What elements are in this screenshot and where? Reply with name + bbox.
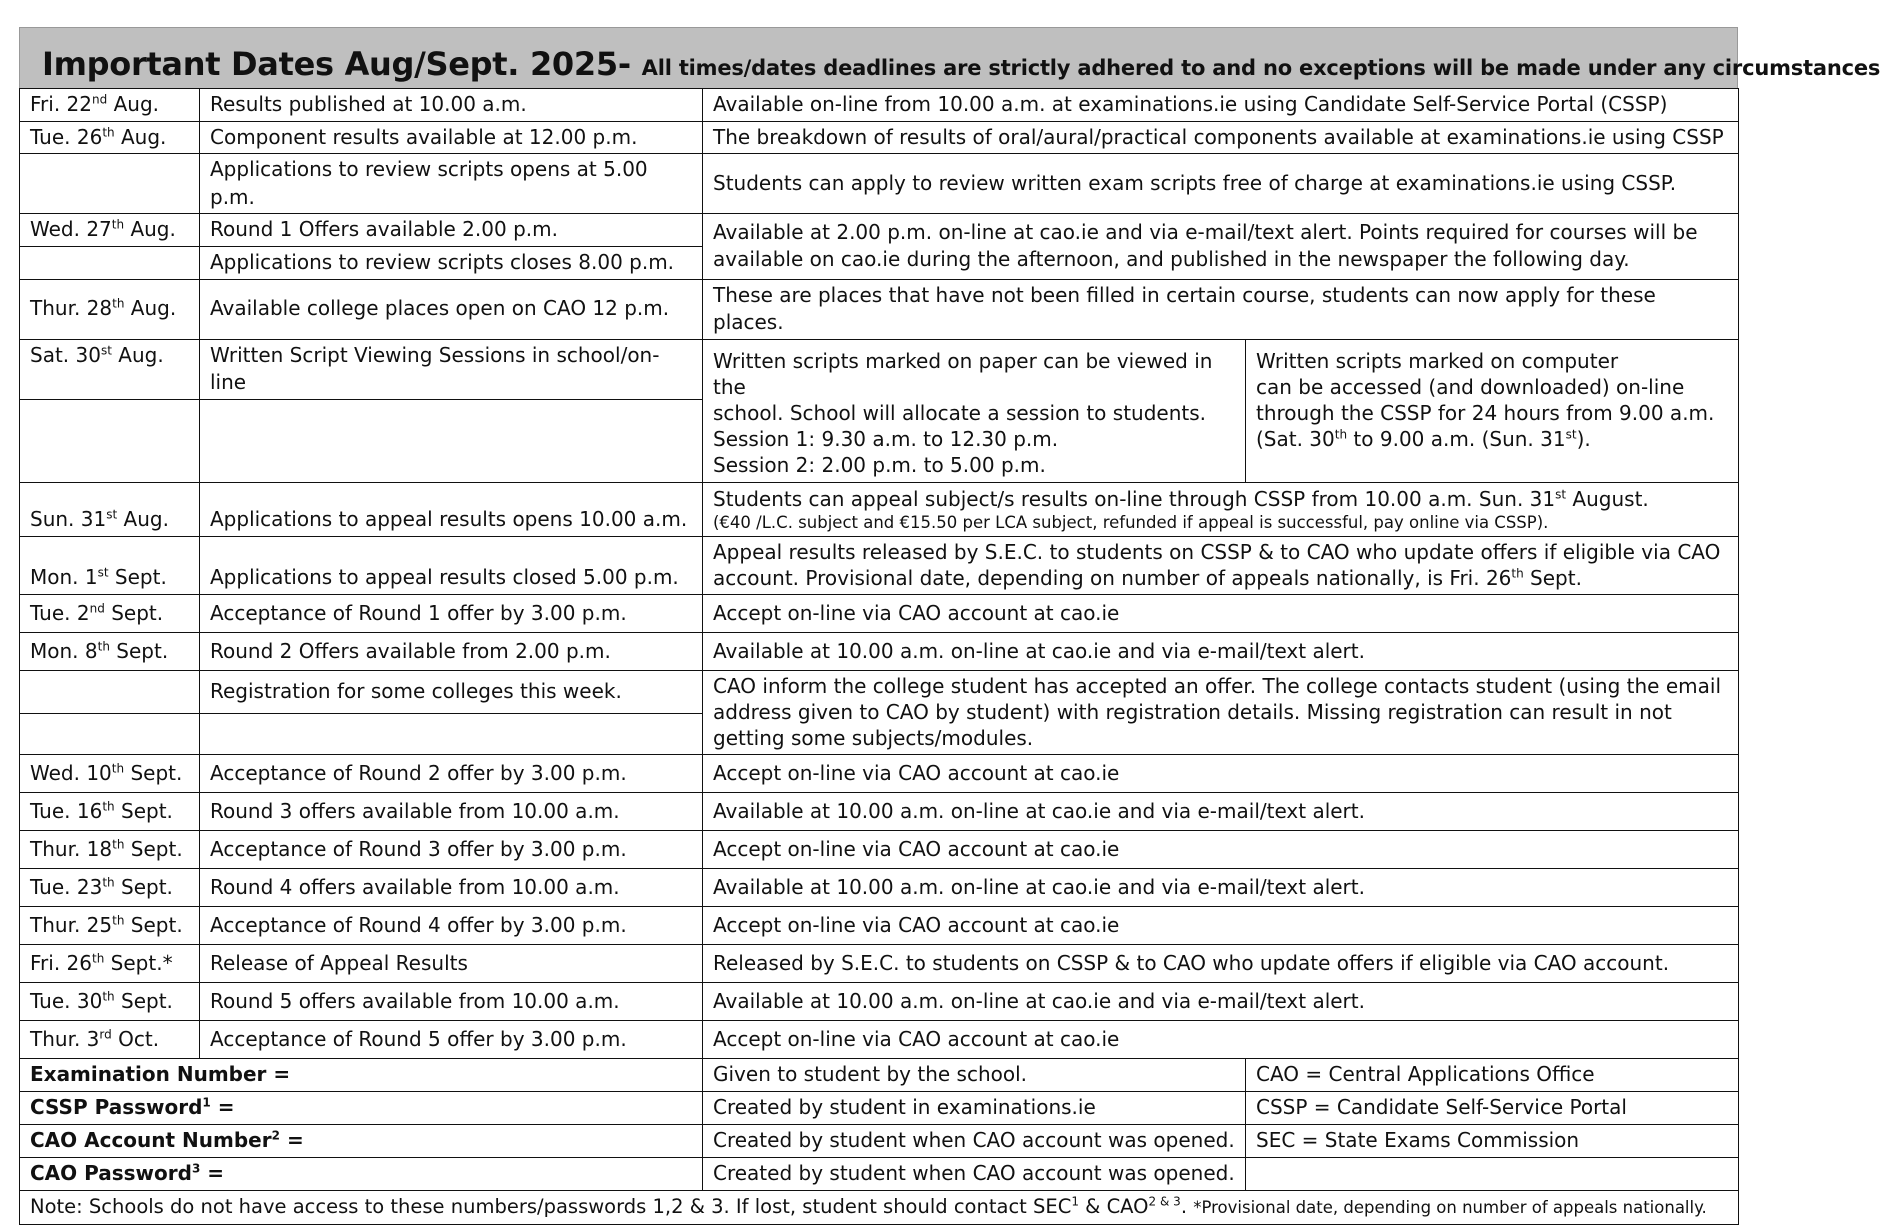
credential-source: Created by student when CAO account was opened. — [703, 1157, 1246, 1190]
detail-cell: Available at 10.00 a.m. on-line at cao.ie and via e-mail/text alert. — [703, 982, 1739, 1020]
abbreviation — [1246, 1157, 1739, 1190]
credential-row — [20, 1157, 1739, 1190]
table-row — [20, 868, 1739, 906]
fee-note: (€40 /L.C. subject and €15.50 per LCA subject, refunded if appeal is successful, pay online via CSSP). — [713, 512, 1549, 532]
event-cell: Round 3 offers available from 10.00 a.m. — [200, 792, 703, 830]
date-cell: Tue. 2nd Sept. — [20, 594, 200, 632]
credential-source: Created by student in examinations.ie — [703, 1091, 1246, 1124]
detail-cell: Accept on-line via CAO account at cao.ie — [703, 906, 1739, 944]
date-cell — [20, 399, 200, 482]
detail-cell: Students can apply to review written exam scripts free of charge at examinations.ie using CSSP. — [703, 154, 1739, 214]
event-cell: Registration for some colleges this week. — [200, 670, 703, 713]
event-cell: Release of Appeal Results — [200, 944, 703, 982]
event-cell: Available college places open on CAO 12 p.m. — [200, 279, 703, 339]
detail-cell: Appeal results released by S.E.C. to students on CSSP & to CAO who update offers if eligible via CAO account. Provisional date, depending on number of appeals nationally, is Fri. 26th Sept. — [703, 536, 1739, 594]
event-cell: Round 4 offers available from 10.00 a.m. — [200, 868, 703, 906]
credential-label: CSSP Password$^1$ = — [20, 1091, 703, 1124]
event-cell: Acceptance of Round 4 offer by 3.00 p.m. — [200, 906, 703, 944]
credential-label: Examination Number = — [20, 1058, 703, 1091]
detail-cell: Accept on-line via CAO account at cao.ie — [703, 754, 1739, 792]
event-cell: Round 5 offers available from 10.00 a.m. — [200, 982, 703, 1020]
detail-cell: Available at 10.00 a.m. on-line at cao.ie and via e-mail/text alert. — [703, 868, 1739, 906]
title-main: Important Dates Aug/Sept. 2025- — [42, 45, 631, 83]
date-cell: Sun. 31st Aug. — [20, 482, 200, 536]
abbreviation: CAO = Central Applications Office — [1246, 1058, 1739, 1091]
paper-line: Session 2: 2.00 p.m. to 5.00 p.m. — [713, 452, 1046, 477]
credential-label: CAO Password$^3$ = — [20, 1157, 703, 1190]
credential-row — [20, 1058, 1739, 1091]
table-row — [20, 944, 1739, 982]
date-cell — [20, 246, 200, 279]
date-cell: Wed. 27th Aug. — [20, 214, 200, 247]
computer-scripts-cell — [1246, 339, 1739, 482]
date-cell — [20, 670, 200, 713]
detail-cell: Available at 10.00 a.m. on-line at cao.ie and via e-mail/text alert. — [703, 632, 1739, 670]
important-dates-sheet — [19, 27, 1880, 1225]
table-row — [20, 792, 1739, 830]
detail-cell: Accept on-line via CAO account at cao.ie — [703, 830, 1739, 868]
title-banner — [19, 27, 1880, 88]
table-row — [20, 906, 1739, 944]
date-cell: Tue. 23th Sept. — [20, 868, 200, 906]
detail-cell: These are places that have not been filled in certain course, students can now apply for these places. — [703, 279, 1739, 339]
event-cell: Acceptance of Round 1 offer by 3.00 p.m. — [200, 594, 703, 632]
computer-line: can be accessed (and downloaded) on-line — [1256, 374, 1685, 399]
event-cell: Applications to appeal results opens 10.00 a.m. — [200, 482, 703, 536]
abbreviation: SEC = State Exams Commission — [1246, 1124, 1739, 1157]
detail-cell: Accept on-line via CAO account at cao.ie — [703, 1020, 1739, 1058]
table-row — [20, 536, 1739, 594]
date-cell: Tue. 16th Sept. — [20, 792, 200, 830]
detail-cell: Available at 10.00 a.m. on-line at cao.ie and via e-mail/text alert. — [703, 792, 1739, 830]
detail-cell: Released by S.E.C. to students on CSSP & to CAO who update offers if eligible via CAO account. — [703, 944, 1739, 982]
paper-line: Written scripts marked on paper can be viewed in the — [713, 348, 1213, 399]
event-cell: Round 2 Offers available from 2.00 p.m. — [200, 632, 703, 670]
table-row — [20, 754, 1739, 792]
event-cell — [200, 399, 703, 482]
event-cell: Acceptance of Round 2 offer by 3.00 p.m. — [200, 754, 703, 792]
date-cell — [20, 154, 200, 214]
dates-table — [19, 88, 1739, 1225]
date-cell: Fri. 26th Sept.* — [20, 944, 200, 982]
credential-row — [20, 1124, 1739, 1157]
credential-label: CAO Account Number$^2$ = — [20, 1124, 703, 1157]
detail-cell: Available at 2.00 p.m. on-line at cao.ie and via e-mail/text alert. Points required for courses will be available on cao.ie during the afternoon, and published in the newspaper the following day. — [703, 214, 1739, 279]
event-cell: Applications to review scripts opens at 5.00 p.m. — [200, 154, 703, 214]
date-cell: Mon. 8th Sept. — [20, 632, 200, 670]
event-cell: Acceptance of Round 5 offer by 3.00 p.m. — [200, 1020, 703, 1058]
computer-line: Written scripts marked on computer — [1256, 348, 1619, 373]
credential-source: Created by student when CAO account was opened. — [703, 1124, 1246, 1157]
table-row — [20, 279, 1739, 339]
table-row — [20, 670, 1739, 713]
provisional-note: *Provisional date, depending on number of appeals nationally. — [1193, 1197, 1707, 1217]
paper-scripts-cell — [703, 339, 1246, 482]
abbreviation: CSSP = Candidate Self-Service Portal — [1246, 1091, 1739, 1124]
table-row — [20, 339, 1739, 399]
date-cell: Wed. 10th Sept. — [20, 754, 200, 792]
computer-line: through the CSSP for 24 hours from 9.00 a.m. — [1256, 400, 1715, 425]
date-cell: Thur. 25th Sept. — [20, 906, 200, 944]
detail-cell: The breakdown of results of oral/aural/practical components available at examinations.ie using CSSP — [703, 121, 1739, 154]
credential-source: Given to student by the school. — [703, 1058, 1246, 1091]
computer-line: (Sat. 30th to 9.00 a.m. (Sun. 31st). — [1256, 426, 1591, 451]
event-cell: Results published at 10.00 a.m. — [200, 89, 703, 122]
detail-cell: Available on-line from 10.00 a.m. at examinations.ie using Candidate Self-Service Portal (CSSP) — [703, 89, 1739, 122]
event-cell: Applications to appeal results closed 5.00 p.m. — [200, 536, 703, 594]
detail-cell: CAO inform the college student has accepted an offer. The college contacts student (using the email address given to CAO by student) with registration details. Missing registration can result in not getting some subjects/modules. — [703, 670, 1739, 754]
page-title — [42, 45, 1880, 83]
table-row — [20, 154, 1739, 214]
footer-row — [20, 1190, 1739, 1224]
date-cell: Thur. 28th Aug. — [20, 279, 200, 339]
detail-cell: Accept on-line via CAO account at cao.ie — [703, 594, 1739, 632]
date-cell: Thur. 18th Sept. — [20, 830, 200, 868]
table-row — [20, 1020, 1739, 1058]
date-cell — [20, 713, 200, 754]
event-cell: Written Script Viewing Sessions in school/on-line — [200, 339, 703, 399]
event-cell: Round 1 Offers available 2.00 p.m. — [200, 214, 703, 247]
paper-line: Session 1: 9.30 a.m. to 12.30 p.m. — [713, 426, 1059, 451]
table-row — [20, 214, 1739, 247]
table-row — [20, 982, 1739, 1020]
title-note: All times/dates deadlines are strictly adhered to and no exceptions will be made under any circumstances — [641, 56, 1880, 80]
date-cell: Sat. 30st Aug. — [20, 339, 200, 399]
event-cell: Applications to review scripts closes 8.00 p.m. — [200, 246, 703, 279]
table-row — [20, 89, 1739, 122]
credential-row — [20, 1091, 1739, 1124]
event-cell: Component results available at 12.00 p.m. — [200, 121, 703, 154]
table-row — [20, 830, 1739, 868]
table-row — [20, 594, 1739, 632]
table-row — [20, 632, 1739, 670]
date-cell: Fri. 22nd Aug. — [20, 89, 200, 122]
date-cell: Mon. 1st Sept. — [20, 536, 200, 594]
date-cell: Tue. 30th Sept. — [20, 982, 200, 1020]
event-cell — [200, 713, 703, 754]
date-cell: Tue. 26th Aug. — [20, 121, 200, 154]
date-cell: Thur. 3rd Oct. — [20, 1020, 200, 1058]
footer-note: Note: Schools do not have access to these numbers/passwords 1,2 & 3. If lost, student should contact SEC$^1$ & $CAO^{2 \& 3}$. *Provisional date, depending on number of appeals nationally. — [20, 1190, 1739, 1224]
table-row — [20, 121, 1739, 154]
detail-cell: Students can appeal subject/s results on-line through CSSP from 10.00 a.m. Sun. 31st August. (€40 /L.C. subject and €15.50 per LCA subject, refunded if appeal is successful, pay online via CSSP). — [703, 482, 1739, 536]
paper-line: school. School will allocate a session to students. — [713, 400, 1207, 425]
event-cell: Acceptance of Round 3 offer by 3.00 p.m. — [200, 830, 703, 868]
table-row — [20, 482, 1739, 536]
